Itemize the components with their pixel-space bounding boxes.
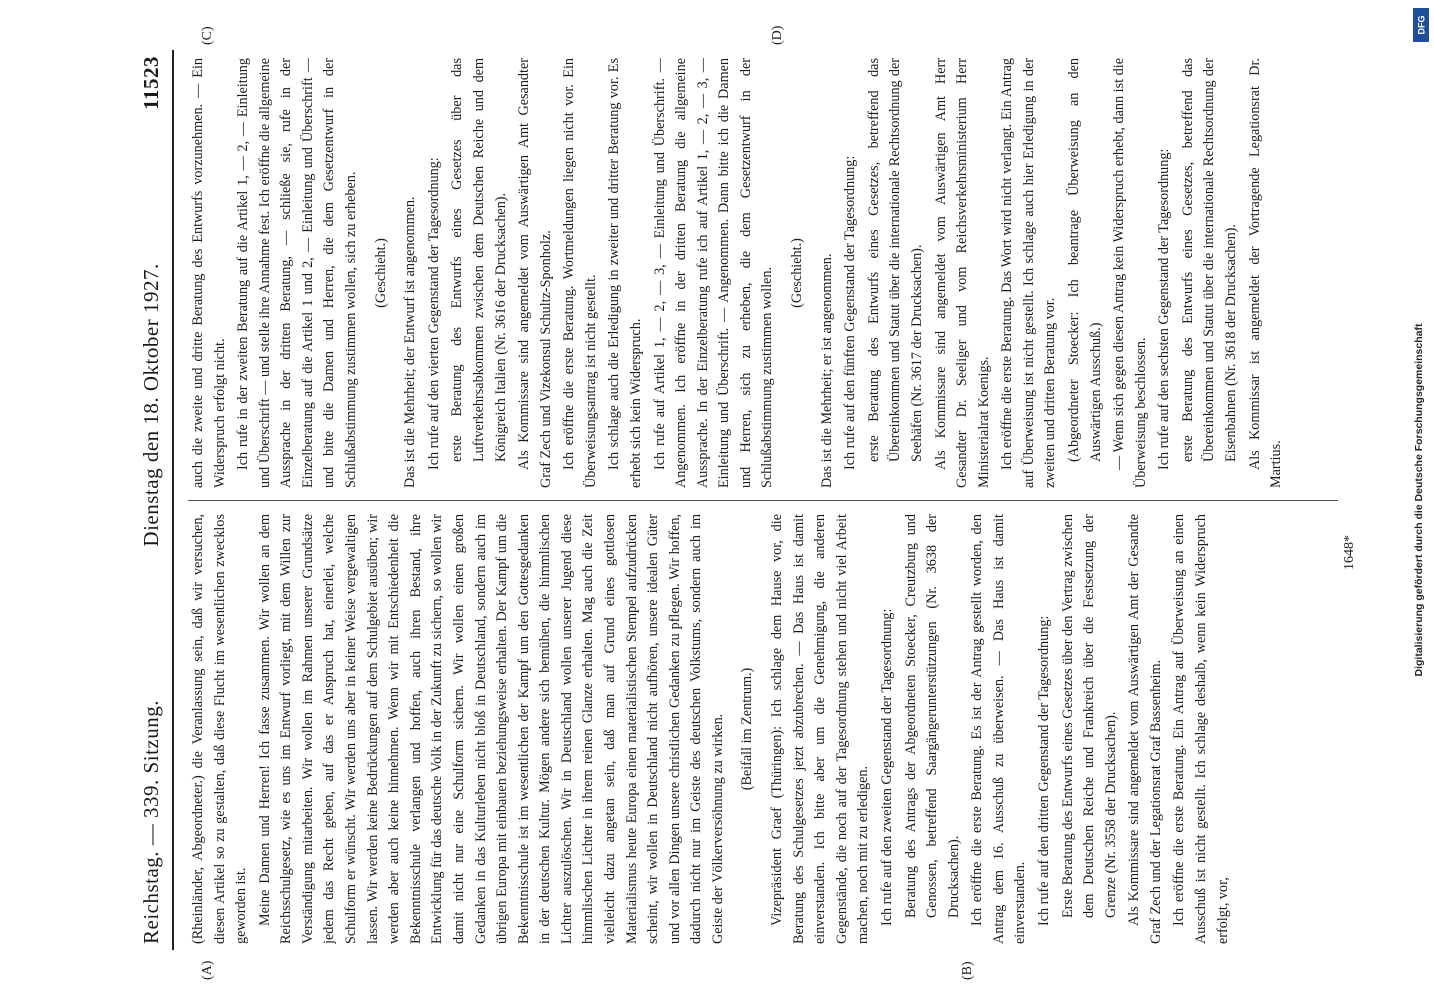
- right-paragraph: erste Beratung des Entwurfs eines Gesetzes, betreffend das Übereinkommen und Statut über die internationale Rechtsordnung der Eisenbahnen (Nr. 3618 der Drucksachen).: [1179, 58, 1240, 462]
- right-paragraph: Ich rufe auf Artikel 1, — 2, — 3, — Einleitung und Überschrift. — Angenommen. Ich eröffne in der dritten Beratung die allgemeine Aussprache. In der Einzelberatung rufe ich auf Artikel 1, — 2, — 3, — Einleitung und Überschrift. — Angenommen. Dann bitte ich die Damen und Herren, sich zu erheben, die dem Gesetzentwurf in der Schlußabstimmung zustimmen wollen.: [651, 58, 776, 488]
- left-paragraph: (Beifall im Zentrum.): [739, 667, 756, 791]
- left-paragraph: Als Kommissare sind angemeldet vom Auswärtigen Amt der Gesandte Graf Zech und der Legationsrat Graf Bassenheim.: [1126, 514, 1164, 944]
- right-column: [188, 58, 1338, 488]
- right-paragraph: Ich rufe auf den vierten Gegenstand der Tagesordnung:: [425, 157, 442, 470]
- right-paragraph: Ich eröffne die erste Beratung. Das Wort wird nicht verlangt. Ein Antrag auf Überweisung ist nicht gestellt. Ich schlage auch hier Erledigung in der zweiten und dritten Beratung vor.: [999, 58, 1059, 488]
- left-paragraph: Vizepräsident Graef (Thüringen): Ich schlage dem Hause vor, die Beratung des Schulgesetzes jetzt abzubrechen. — Das Haus ist damit einverstanden. Ich bitte aber um die Genehmigung, die anderen Gegenstände, die noch auf der Tagesordnung stehen und nicht viel Arbeit machen, noch mit zu erledigen.: [769, 514, 872, 944]
- left-paragraph: (Rheinländer, Abgeordneter.) die Veranlassung sein, daß wir versuchen, diesen Artikel so zu gestalten, daß diese Flucht im wesentlichen zwecklos geworden ist.: [190, 514, 250, 944]
- right-paragraph: erste Beratung des Entwurfs eines Gesetzes, betreffend das Übereinkommen und Statut über die internationale Rechtsordnung der Seehäfen (Nr. 3617 der Drucksachen).: [865, 58, 925, 462]
- margin-mark-b: (B): [960, 961, 975, 980]
- credit-text: Digitalisierung gefördert durch die Deutsche Forschungsgemeinschaft: [1413, 323, 1425, 677]
- right-paragraph: erste Beratung des Entwurfs eines Gesetzes über das Luftverkehrsabkommen zwischen dem Deutschen Reiche und dem Königreich Italien (Nr. 3616 der Drucksachen).: [449, 58, 509, 462]
- right-paragraph: Ich eröffne die erste Beratung. Wortmeldungen liegen nicht vor. Ein Überweisungsantrag ist nicht gestellt.: [561, 58, 599, 488]
- left-paragraph: Meine Damen und Herren! Ich fasse zusammen. Wir wollen an dem Reichsschulgesetz, wie es uns im Entwurf vorliegt, mit dem Willen zur Verständigung mitarbeiten. Wir wollen im Rahmen unserer Grundsätze jedem das Recht geben, auf das er Anspruch hat, einerlei, welche Schulform er wünscht. Wir werden uns aber in keiner Weise vergewaltigen lassen. Wir werden keine Bedrückungen auf dem Schulgebiet ausüben; wir werden aber auch keine hinnehmen. Wenn wir mit Entschiedenheit die Bekenntnisschule verlangen und hoffen, auch ihren Bestand, ihre Entwicklung für das deutsche Volk in der Zukunft zu sichern, so wollen wir damit nicht nur eine Schulform sichern. Wir wollen einen großen Gedanken in das Kulturleben nicht bloß in Deutschland, sondern auch im übrigen Europa mit einbauen beziehungsweise erhalten. Der Kampf um die Bekenntnisschule ist im wesentlichen der Kampf um den Gottesgedanken in der deutschen Kultur. Mögen andere sich bemühen, die himmlischen Lichter auszulöschen. Wir in Deutschland wollen unserer Jugend diese himmlischen Lichter in ihrem reinen Glanze erhalten. Mag auch die Zeit vielleicht dazu angetan sein, daß man auf Grund eines gottlosen Materialismus heute Europa einen materialistischen Stempel aufzudrücken scheint, wir wollen in Deutschland nicht aufhören, unsere idealen Güter und vor allen Dingen unsere christlichen Gedanken zu pflegen. Wir hoffen, dadurch nicht nur im Geiste des deutschen Volkstums, sondern auch im Geiste der Völkerversöhnung zu wirken.: [256, 514, 726, 944]
- printer-signature: 1648*: [1342, 535, 1357, 570]
- document-page: [130, 25, 1360, 980]
- right-paragraph: Das ist die Mehrheit; der Entwurf ist angenommen.: [402, 196, 419, 488]
- right-paragraph: auch die zweite und dritte Beratung des Entwurfs vorzunehmen. — Ein Widerspruch erfolgt nicht.: [190, 58, 228, 488]
- right-paragraph: Als Kommissare sind angemeldet vom Auswärtigen Amt Gesandter Graf Zech und Vizekonsul Schultz-Sponholz.: [516, 58, 554, 488]
- dfg-logo: [1413, 8, 1429, 42]
- right-paragraph: Ich rufe in der zweiten Beratung auf die Artikel 1, — 2, — Einleitung und Überschrift — und stelle ihre Annahme fest. Ich eröffne die allgemeine Aussprache in der dritten Beratung, — schließe sie, rufe in der Einzelberatung auf die Artikel 1 und 2, — Einleitung und Überschrift — und bitte die Damen und Herren, die dem Gesetzentwurf in der Schlußabstimmung zustimmen wollen, sich zu erheben.: [235, 58, 360, 488]
- right-paragraph: Ich rufe auf den sechsten Gegenstand der Tagesordnung:: [1156, 148, 1173, 470]
- right-paragraph: Als Kommissare sind angemeldet vom Auswärtigen Amt Herr Gesandter Dr. Seeliger und vom Reichsverkehrsministerium Herr Ministerialrat Koenigs.: [932, 58, 992, 488]
- right-paragraph: Das ist die Mehrheit; er ist angenommen.: [818, 253, 835, 488]
- digitization-credit: [1408, 6, 1430, 994]
- right-paragraph: Ich rufe auf den fünften Gegenstand der Tagesordnung:: [842, 155, 859, 470]
- page-number: 11523: [138, 56, 163, 110]
- right-paragraph: (Geschieht.): [372, 238, 389, 308]
- margin-mark-c: (C): [200, 26, 215, 45]
- left-paragraph: Ich eröffne die erste Beratung. Es ist der Antrag gestellt worden, den Antrag dem 16. Ausschuß zu überweisen. — Das Haus ist damit einverstanden.: [969, 514, 1029, 944]
- left-paragraph: Ich rufe auf den dritten Gegenstand der Tagesordnung:: [1035, 615, 1052, 926]
- column-divider: [188, 500, 1338, 501]
- right-paragraph: Ich schlage auch die Erledigung in zweiter und dritter Beratung vor. Es erhebt sich kein Widerspruch.: [606, 58, 644, 488]
- right-paragraph: (Geschieht.): [789, 238, 806, 308]
- right-paragraph: Als Kommissar ist angemeldet der Vortragende Legationsrat Dr. Martius.: [1246, 58, 1285, 488]
- header-session: Reichstag. — 339. Sitzung.: [138, 700, 163, 944]
- left-paragraph: Ich rufe auf den zweiten Gegenstand der Tagesordnung:: [878, 608, 895, 926]
- margin-mark-a: (A): [200, 960, 215, 980]
- header-date: Dienstag den 18. Oktober 1927.: [138, 263, 163, 547]
- right-paragraph: — Wenn sich gegen diesen Antrag kein Widerspruch erhebt, dann ist die Überweisung beschlossen.: [1111, 58, 1149, 488]
- left-paragraph: Erste Beratung des Entwurfs eines Gesetzes über den Vertrag zwischen dem Deutschen Reiche und Frankreich über die Festsetzung der Grenze (Nr. 3558 der Drucksachen).: [1059, 514, 1119, 918]
- left-column: [188, 514, 1338, 944]
- right-paragraph: (Abgeordneter Stoecker: Ich beantrage Überweisung an den Auswärtigen Ausschuß.): [1065, 58, 1104, 462]
- margin-mark-d: (D): [770, 25, 785, 45]
- logo-text: DFG: [1416, 15, 1426, 35]
- left-paragraph: Ich eröffne die erste Beratung. Ein Antrag auf Überweisung an einen Ausschuß ist nicht gestellt. Ich schlage deshalb, wenn kein Widerspruch erfolgt, vor,: [1171, 514, 1231, 944]
- left-paragraph: Beratung des Antrags der Abgeordneten Stoecker, Creutzburg und Genossen, betreffend Saargängerunterstützungen (Nr. 3638 der Drucksachen).: [902, 514, 962, 918]
- page-header: [130, 50, 174, 950]
